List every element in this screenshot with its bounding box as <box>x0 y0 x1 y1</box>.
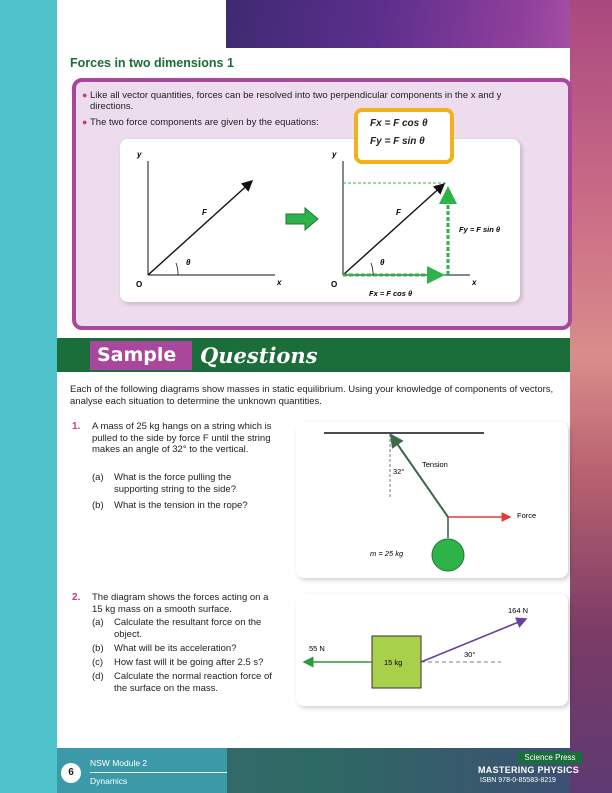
part-text: How fast will it be going after 2.5 s? <box>114 657 264 668</box>
equation-fy: Fy = F sin θ <box>370 136 425 147</box>
bullet-item <box>82 90 545 112</box>
string-line <box>391 435 448 517</box>
bullet-dot-icon: ● <box>82 117 88 127</box>
question-number: 1. <box>72 421 81 432</box>
angle-arc <box>371 263 373 275</box>
x-label: x <box>277 278 282 287</box>
bullet-dot-icon: ● <box>82 90 88 100</box>
origin-label: O <box>136 280 143 289</box>
question-text: The diagram shows the forces acting on a 15 kg mass on a smooth surface. <box>92 592 269 615</box>
pendulum-diagram <box>296 422 568 578</box>
footer-divider <box>90 772 227 773</box>
part-text: Calculate the resultant force on the object. <box>114 617 262 640</box>
question-text: A mass of 25 kg hangs on a string which is pulled to the side by force F until the string makes an angle of 32° to the vertical. <box>92 421 272 455</box>
part-text: What will be its acceleration? <box>114 643 237 654</box>
left-edge-band <box>0 0 57 793</box>
footer-publisher: Science Press <box>518 752 582 764</box>
y-label: y <box>137 150 142 159</box>
top-decoration <box>226 0 612 48</box>
right-decoration <box>570 0 612 793</box>
bullet-item <box>82 117 350 128</box>
part-label: (a) <box>92 617 104 628</box>
x-label: x <box>472 278 477 287</box>
part-label: (d) <box>92 671 104 682</box>
origin-label: O <box>331 280 338 289</box>
question2-diagram-card <box>296 594 568 706</box>
intro-text: Each of the following diagrams show masses in static equilibrium. Using your knowledge of components of vectors, analyse each situation to determine the unknown quantities. <box>70 384 554 407</box>
part-text: Calculate the normal reaction force of the surface on the mass. <box>114 671 272 694</box>
bullet-text: The two force components are given by the equations: <box>90 117 319 128</box>
force-label: F <box>202 208 207 217</box>
footer-module: NSW Module 2 <box>90 758 148 768</box>
footer-isbn: ISBN 978-0-85583-8219 <box>480 777 556 784</box>
vector-diagram-card <box>120 139 520 302</box>
angle-label: 32° <box>393 467 405 476</box>
part-label: (a) <box>92 472 104 483</box>
fx-label: Fx = F cos θ <box>369 289 413 298</box>
section-title: Forces in two dimensions 1 <box>70 56 234 70</box>
force-label: F <box>396 208 401 217</box>
mass-label: m = 25 kg <box>370 549 404 558</box>
question1-diagram-card <box>296 422 568 578</box>
equation-fx: Fx = F cos θ <box>370 118 428 129</box>
footer-topic: Dynamics <box>90 776 128 786</box>
left-force-label: 55 N <box>309 644 325 653</box>
y-label: y <box>332 150 337 159</box>
mass-label: 15 kg <box>384 658 403 667</box>
hanging-mass <box>432 539 464 571</box>
fy-label: Fy = F sin θ <box>459 225 501 234</box>
bullet-text: Like all vector quantities, forces can be resolved into two perpendicular components in the x and y directions. <box>90 90 502 112</box>
questions-label: Questions <box>200 343 318 368</box>
footer-left-panel <box>57 748 227 793</box>
block-diagram <box>296 594 568 706</box>
part-text: What is the tension in the rope? <box>114 500 248 511</box>
part-text: What is the force pulling the supporting string to the side? <box>114 472 236 495</box>
part-label: (b) <box>92 643 104 654</box>
angle-label: θ <box>186 258 191 267</box>
angle-arc <box>176 263 178 275</box>
sample-label: Sample <box>97 344 177 366</box>
force-vector <box>343 184 444 275</box>
footer-book-title: MASTERING PHYSICS <box>478 765 580 775</box>
arrow-right-icon <box>286 208 318 230</box>
tension-label: Tension <box>422 460 448 469</box>
angle-label: 30° <box>464 650 476 659</box>
angle-label: θ <box>380 258 385 267</box>
force-vector <box>148 181 252 275</box>
part-label: (c) <box>92 657 104 668</box>
vector-diagram <box>120 139 520 302</box>
page-number: 6 <box>61 763 81 783</box>
right-force-label: 164 N <box>508 606 529 615</box>
force-label: Force <box>517 511 537 520</box>
question-number: 2. <box>72 592 81 603</box>
equation-box <box>354 108 454 164</box>
part-label: (b) <box>92 500 104 511</box>
